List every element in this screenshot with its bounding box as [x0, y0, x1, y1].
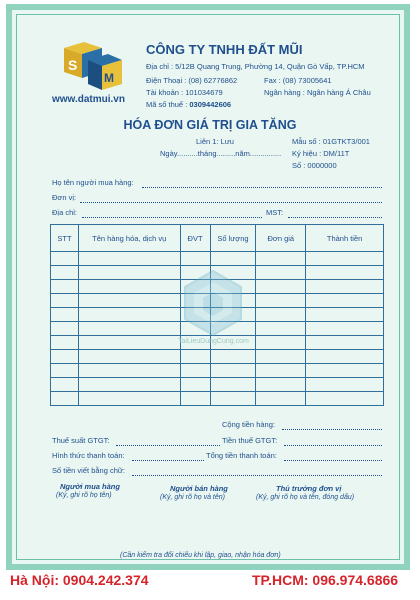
signature-director-sub: (Ký, ghi rõ họ và tên, đóng dấu) — [256, 494, 355, 501]
hotline-hanoi: Hà Nội: 0904.242.374 — [10, 572, 149, 588]
signature-seller-title: Người bán hàng — [170, 484, 228, 493]
company-fax: Fax : (08) 73005641 — [264, 76, 332, 85]
company-tax — [146, 100, 231, 109]
grand-total-label: Tổng tiền thanh toán: — [206, 451, 277, 460]
svg-text:M: M — [104, 71, 114, 85]
buyer-name-line — [142, 187, 382, 188]
signature-seller-sub: (Ký, ghi rõ họ và tên) — [160, 494, 225, 501]
buyer-address-line — [82, 217, 262, 218]
table-row — [51, 378, 384, 392]
signature-director-title: Thủ trưởng đơn vị — [276, 484, 342, 493]
buyer-mst-label: MST: — [266, 208, 284, 217]
watermark-hexagon-icon — [178, 268, 248, 338]
col-price: Đơn giá — [256, 225, 306, 252]
amount-in-words-line — [132, 475, 382, 476]
tax-code: 0309442606 — [189, 100, 232, 109]
table-row — [51, 252, 384, 266]
buyer-unit-label: Đơn vị: — [52, 193, 77, 202]
vat-rate-line — [116, 445, 220, 446]
watermark-text: TaiLieuDungCung.com — [178, 338, 249, 345]
col-amount: Thành tiền — [306, 225, 384, 252]
company-phone: Điện Thoại : (08) 62776862 — [146, 76, 238, 85]
company-bank: Ngân hàng : Ngân hàng Á Châu — [264, 88, 371, 97]
buyer-name-label: Họ tên người mua hàng: — [52, 178, 134, 187]
col-unit: ĐVT — [180, 225, 210, 252]
col-product: Tên hàng hóa, dịch vụ — [78, 225, 180, 252]
company-website: www.datmui.vn — [52, 94, 125, 105]
tax-label: Mã số thuế : — [146, 100, 188, 109]
verification-note: (Cần kiểm tra đối chiếu khi lập, giao, nhận hóa đơn) — [120, 552, 281, 559]
invoice-number: Số : 0000000 — [292, 161, 337, 170]
table-header-row — [51, 225, 384, 252]
company-name: CÔNG TY TNHH ĐẤT MŨI — [146, 42, 303, 57]
vat-rate-label: Thuế suất GTGT: — [52, 436, 110, 445]
col-qty: Số lượng — [210, 225, 256, 252]
vat-amount-label: Tiền thuế GTGT: — [222, 436, 278, 445]
invoice-date-line: Ngày..........tháng.........năm............... — [160, 149, 282, 158]
buyer-unit-line — [80, 202, 382, 203]
datmui-logo — [58, 40, 122, 94]
table-row — [51, 392, 384, 406]
signature-buyer-title: Người mua hàng — [60, 482, 120, 491]
subtotal-line — [282, 429, 382, 430]
company-account: Tài khoản : 101034679 — [146, 88, 223, 97]
col-stt: STT — [51, 225, 79, 252]
buyer-mst-line — [288, 217, 382, 218]
company-address: Địa chỉ : 5/12B Quang Trung, Phường 14, Quận Gò Vấp, TP.HCM — [146, 62, 365, 71]
buyer-address-label: Địa chỉ: — [52, 208, 78, 217]
grand-total-line — [284, 460, 382, 461]
table-row — [51, 350, 384, 364]
signature-buyer-sub: (Ký, ghi rõ họ tên) — [56, 492, 112, 499]
amount-in-words-label: Số tiền viết bằng chữ: — [52, 466, 125, 475]
payment-method-line — [132, 460, 204, 461]
subtotal-label: Cộng tiền hàng: — [222, 420, 275, 429]
table-row — [51, 364, 384, 378]
hotline-hcm: TP.HCM: 096.974.6866 — [252, 572, 399, 588]
vat-amount-line — [284, 445, 382, 446]
invoice-title: HÓA ĐƠN GIÁ TRỊ GIA TĂNG — [123, 118, 297, 132]
invoice-form-no: Mẫu số : 01GTKT3/001 — [292, 137, 370, 146]
invoice-symbol: Ký hiệu : DM/11T — [292, 149, 350, 158]
payment-method-label: Hình thức thanh toán: — [52, 451, 125, 460]
invoice-copy: Liên 1: Lưu — [196, 137, 234, 146]
svg-text:S: S — [68, 57, 78, 73]
